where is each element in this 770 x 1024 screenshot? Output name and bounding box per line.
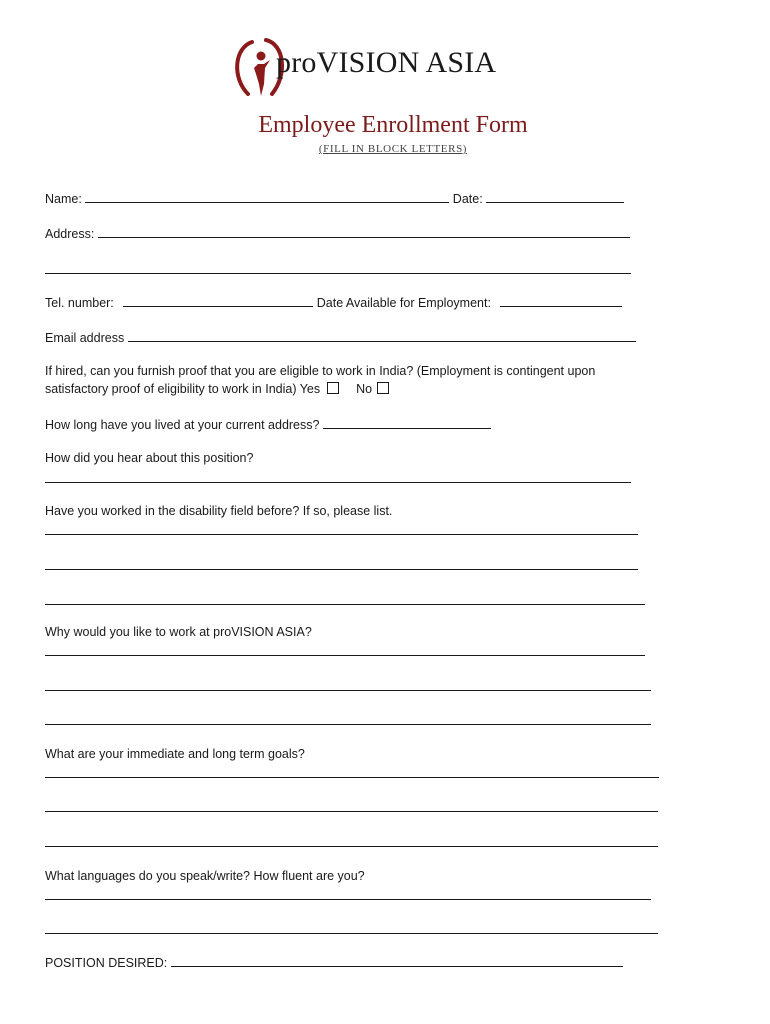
email-label: Email address bbox=[45, 331, 125, 345]
form-title: Employee Enrollment Form bbox=[258, 112, 528, 138]
goals-field-line-2[interactable] bbox=[45, 811, 658, 812]
date-available-label: Date Available for Employment: bbox=[316, 296, 491, 310]
email-field[interactable] bbox=[128, 329, 636, 342]
eligibility-question-text: satisfactory proof of eligibility to work in India) Yes bbox=[45, 382, 321, 396]
how-long-row bbox=[45, 416, 491, 433]
address-field[interactable] bbox=[98, 225, 630, 238]
eligibility-question-line-2 bbox=[45, 381, 389, 397]
tel-field[interactable] bbox=[123, 294, 313, 307]
tel-label: Tel. number: bbox=[45, 296, 114, 310]
why-field-line-2[interactable] bbox=[45, 690, 651, 691]
languages-question: What languages do you speak/write? How fluent are you? bbox=[45, 869, 365, 883]
tel-row bbox=[45, 294, 622, 311]
name-label: Name: bbox=[45, 192, 82, 206]
hear-about-question: How did you hear about this position? bbox=[45, 451, 254, 465]
languages-field-line-2[interactable] bbox=[45, 933, 658, 934]
eligibility-question-line-1: If hired, can you furnish proof that you are eligible to work in India? (Employment is contingent upon bbox=[45, 364, 596, 378]
disability-field-line-2[interactable] bbox=[45, 569, 638, 570]
position-desired-field[interactable] bbox=[171, 954, 623, 967]
yes-checkbox[interactable] bbox=[327, 382, 339, 394]
name-date-row bbox=[45, 190, 624, 207]
position-desired-row bbox=[45, 954, 623, 971]
logo-wordmark: proVISION ASIA bbox=[276, 46, 497, 79]
date-label: Date: bbox=[452, 192, 483, 206]
how-long-field[interactable] bbox=[323, 416, 491, 429]
why-question: Why would you like to work at proVISION ASIA? bbox=[45, 625, 312, 639]
form-subtitle: (FILL IN BLOCK LETTERS) bbox=[318, 143, 468, 155]
date-field[interactable] bbox=[486, 190, 624, 203]
goals-question: What are your immediate and long term goals? bbox=[45, 747, 305, 761]
position-desired-label: POSITION DESIRED: bbox=[45, 956, 168, 970]
why-field-line-3[interactable] bbox=[45, 724, 651, 725]
how-long-question: How long have you lived at your current address? bbox=[45, 418, 320, 432]
why-field-line-1[interactable] bbox=[45, 655, 645, 656]
no-checkbox[interactable] bbox=[377, 382, 389, 394]
disability-field-line-3[interactable] bbox=[45, 604, 645, 605]
no-label: No bbox=[356, 382, 373, 396]
address-field-line-2[interactable] bbox=[45, 273, 631, 274]
goals-field-line-3[interactable] bbox=[45, 846, 658, 847]
disability-question: Have you worked in the disability field before? If so, please list. bbox=[45, 504, 393, 518]
name-field[interactable] bbox=[85, 190, 449, 203]
date-available-field[interactable] bbox=[500, 294, 622, 307]
address-label: Address: bbox=[45, 227, 95, 241]
languages-field-line-1[interactable] bbox=[45, 899, 651, 900]
goals-field-line-1[interactable] bbox=[45, 777, 659, 778]
address-row bbox=[45, 225, 630, 242]
hear-about-field[interactable] bbox=[45, 482, 631, 483]
email-row bbox=[45, 329, 636, 346]
disability-field-line-1[interactable] bbox=[45, 534, 638, 535]
